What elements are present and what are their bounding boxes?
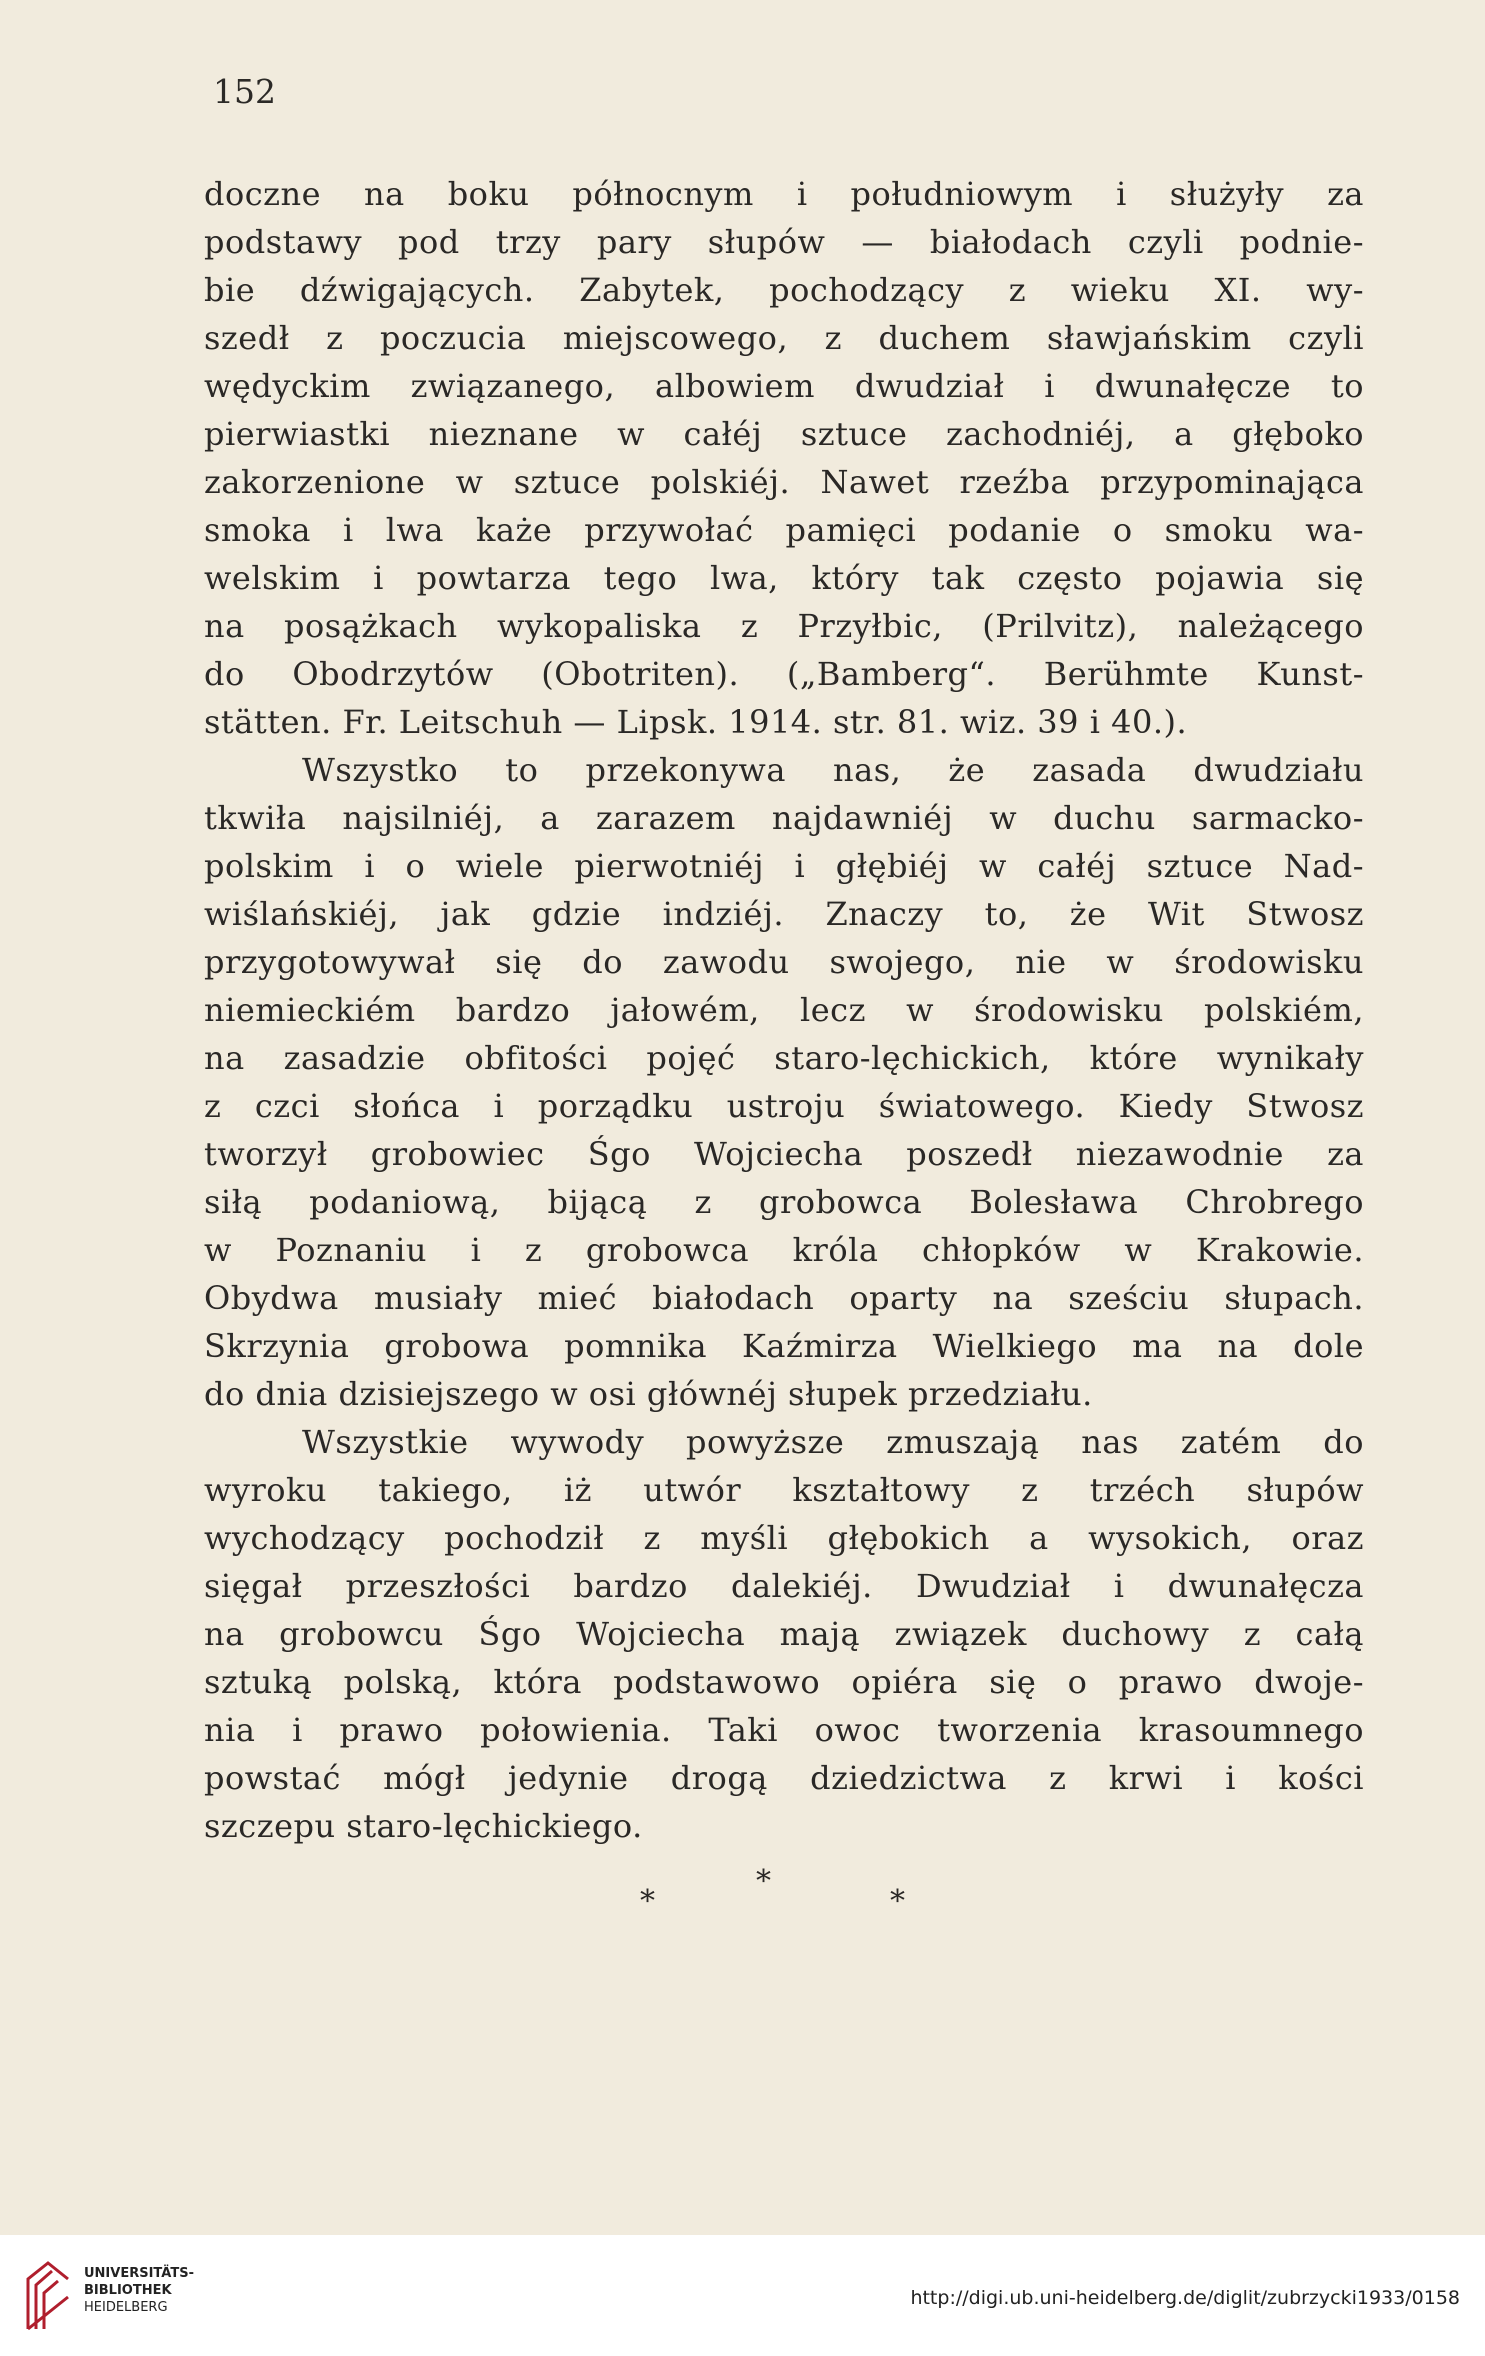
text-line: wiślańskiéj, jak gdzie indziéj. Znaczy to, że Wit Stwosz <box>204 895 1364 933</box>
text-line: szczepu staro-lęchickiego. <box>204 1807 643 1845</box>
source-url[interactable]: http://digi.ub.uni-heidelberg.de/diglit/zubrzycki1933/0158 <box>910 2287 1460 2309</box>
text-line: Wszystkie wywody powyższe zmuszają nas zatém do <box>302 1423 1364 1461</box>
text-line: powstać mógł jedynie drogą dziedzictwa z krwi i kości <box>204 1759 1364 1797</box>
text-line: na grobowcu Śgo Wojciecha mają związek duchowy z całą <box>204 1615 1364 1653</box>
body-text <box>204 170 1364 1850</box>
text-line: Wszystko to przekonywa nas, że zasada dwudziału <box>302 751 1364 789</box>
text-line: w Poznaniu i z grobowca króla chłopków w Krakowie. <box>204 1231 1364 1269</box>
text-line: smoka i lwa każe przywołać pamięci podanie o smoku wa- <box>204 511 1364 549</box>
text-line: przygotowywał się do zawodu swojego, nie w środowisku <box>204 943 1364 981</box>
text-line: nia i prawo połowienia. Taki owoc tworzenia krasoumnego <box>204 1711 1364 1749</box>
text-line: doczne na boku północnym i południowym i służyły za <box>204 175 1364 213</box>
text-line: szedł z poczucia miejscowego, z duchem sławjańskim czyli <box>204 319 1364 357</box>
text-line: do Obodrzytów (Obotriten). („Bamberg“. Berühmte Kunst- <box>204 655 1364 693</box>
asterisk-ornament: * <box>640 1884 655 1919</box>
text-line: na posążkach wykopaliska z Przyłbic, (Prilvitz), należącego <box>204 607 1364 645</box>
page-number: 152 <box>213 72 276 111</box>
asterisk-ornament: * <box>756 1864 771 1899</box>
text-line: Skrzynia grobowa pomnika Kaźmirza Wielkiego ma na dole <box>204 1327 1364 1365</box>
text-line: na zasadzie obfitości pojęć staro-lęchickich, które wynikały <box>204 1039 1364 1077</box>
text-line: tworzył grobowiec Śgo Wojciecha poszedł niezawodnie za <box>204 1135 1364 1173</box>
text-line: sztuką polską, która podstawowo opiéra się o prawo dwoje- <box>204 1663 1364 1701</box>
text-line: Obydwa musiały mieć białodach oparty na sześciu słupach. <box>204 1279 1364 1317</box>
text-line: zakorzenione w sztuce polskiéj. Nawet rzeźba przypominająca <box>204 463 1364 501</box>
text-line: wychodzący pochodził z myśli głębokich a wysokich, oraz <box>204 1519 1364 1557</box>
logo-line: BIBLIOTHEK <box>84 2283 172 2298</box>
text-line: tkwiła najsilniéj, a zarazem najdawniéj w duchu sarmacko- <box>204 799 1364 837</box>
logo-line: UNIVERSITÄTS- <box>84 2266 194 2281</box>
text-line: siłą podaniową, bijącą z grobowca Bolesława Chrobrego <box>204 1183 1364 1221</box>
library-logo-icon <box>20 2257 76 2337</box>
text-line: sięgał przeszłości bardzo dalekiéj. Dwudział i dwunałęcza <box>204 1567 1364 1605</box>
asterisk-ornament: * <box>890 1884 905 1919</box>
text-line: bie dźwigających. Zabytek, pochodzący z wieku XI. wy- <box>204 271 1364 309</box>
footer-bar <box>0 2235 1485 2356</box>
text-line: pierwiastki nieznane w całéj sztuce zachodniéj, a głęboko <box>204 415 1364 453</box>
library-logo-text <box>84 2265 194 2316</box>
logo-line: HEIDELBERG <box>84 2300 168 2315</box>
text-line: wędyckim związanego, albowiem dwudział i dwunałęcze to <box>204 367 1364 405</box>
text-line: stätten. Fr. Leitschuh — Lipsk. 1914. str. 81. wiz. 39 i 40.). <box>204 703 1188 741</box>
section-ornament <box>640 1860 920 1920</box>
text-line: polskim i o wiele pierwotniéj i głębiéj w całéj sztuce Nad- <box>204 847 1364 885</box>
text-line: niemieckiém bardzo jałowém, lecz w środowisku polskiém, <box>204 991 1364 1029</box>
text-line: wyroku takiego, iż utwór kształtowy z trzéch słupów <box>204 1471 1364 1509</box>
text-line: do dnia dzisiejszego w osi głównéj słupek przedziału. <box>204 1375 1093 1413</box>
text-line: z czci słońca i porządku ustroju światowego. Kiedy Stwosz <box>204 1087 1364 1125</box>
text-line: welskim i powtarza tego lwa, który tak często pojawia się <box>204 559 1364 597</box>
text-line: podstawy pod trzy pary słupów — białodach czyli podnie- <box>204 223 1364 261</box>
